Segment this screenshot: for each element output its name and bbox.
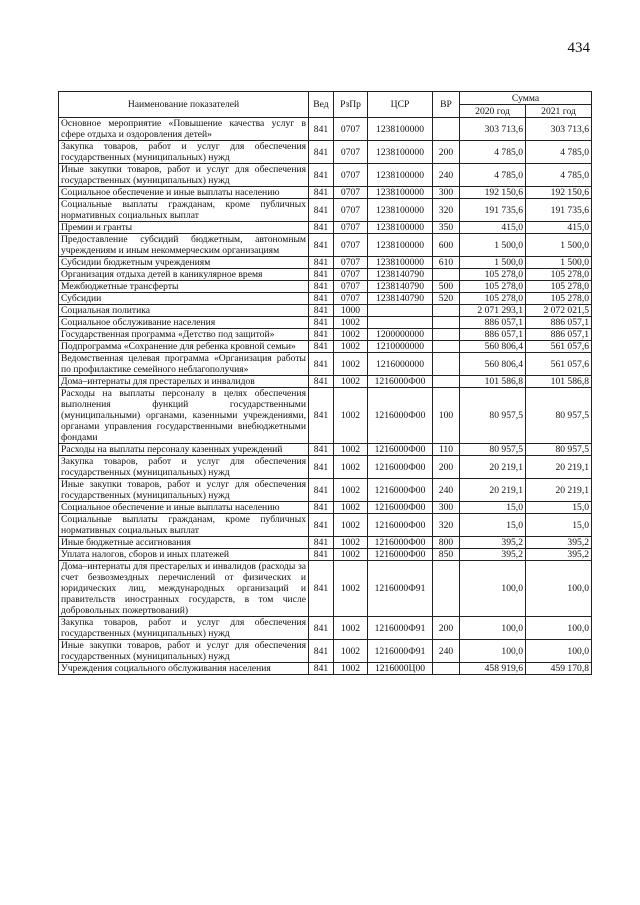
cell-name: Премии и гранты [59, 222, 309, 234]
cell-2020: 105 278,0 [460, 281, 526, 293]
cell-2021: 561 057,6 [526, 341, 592, 353]
cell-ved: 841 [309, 561, 334, 617]
cell-ved: 841 [309, 257, 334, 269]
cell-vr: 320 [433, 199, 460, 222]
cell-rzpr: 1002 [334, 479, 368, 502]
cell-csr: 1238100000 [368, 234, 433, 257]
table-row [59, 640, 592, 663]
cell-2020: 395,2 [460, 549, 526, 561]
cell-vr [433, 353, 460, 376]
cell-ved: 841 [309, 187, 334, 199]
cell-2021: 1 500,0 [526, 257, 592, 269]
cell-2020: 15,0 [460, 502, 526, 514]
cell-ved: 841 [309, 617, 334, 640]
cell-2021: 459 170,8 [526, 663, 592, 675]
cell-ved: 841 [309, 199, 334, 222]
table-row [59, 353, 592, 376]
table-row [59, 141, 592, 164]
cell-rzpr: 1002 [334, 456, 368, 479]
cell-rzpr: 1002 [334, 561, 368, 617]
cell-2021: 15,0 [526, 502, 592, 514]
cell-csr: 1216000Ц00 [368, 663, 433, 675]
col-header-sum: Сумма [460, 92, 592, 105]
cell-csr: 1216000Ф91 [368, 640, 433, 663]
cell-2020: 458 919,6 [460, 663, 526, 675]
cell-ved: 841 [309, 305, 334, 317]
cell-name: Государственная программа «Детство под защитой» [59, 329, 309, 341]
cell-name: Субсидии бюджетным учреждениям [59, 257, 309, 269]
table-row [59, 444, 592, 456]
cell-ved: 841 [309, 502, 334, 514]
table-row [59, 281, 592, 293]
cell-name: Иные закупки товаров, работ и услуг для обеспечения государственных (муниципальных) нужд [59, 640, 309, 663]
cell-csr: 1216000Ф00 [368, 514, 433, 537]
table-row [59, 376, 592, 388]
cell-vr [433, 317, 460, 329]
cell-csr: 1216000Ф91 [368, 617, 433, 640]
cell-csr: 1238100000 [368, 141, 433, 164]
table-row [59, 164, 592, 187]
table-row [59, 502, 592, 514]
cell-2020: 1 500,0 [460, 257, 526, 269]
cell-vr [433, 305, 460, 317]
cell-name: Социальное обслуживание населения [59, 317, 309, 329]
table-row [59, 329, 592, 341]
cell-vr [433, 329, 460, 341]
cell-2021: 886 057,1 [526, 317, 592, 329]
table-row [59, 317, 592, 329]
cell-name: Межбюджетные трансферты [59, 281, 309, 293]
cell-vr: 850 [433, 549, 460, 561]
table-row [59, 549, 592, 561]
cell-csr: 1216000Ф00 [368, 549, 433, 561]
cell-ved: 841 [309, 118, 334, 141]
cell-ved: 841 [309, 141, 334, 164]
cell-rzpr: 1002 [334, 317, 368, 329]
cell-ved: 841 [309, 269, 334, 281]
table-row [59, 617, 592, 640]
cell-2020: 100,0 [460, 640, 526, 663]
cell-ved: 841 [309, 222, 334, 234]
cell-2021: 15,0 [526, 514, 592, 537]
cell-2021: 20 219,1 [526, 456, 592, 479]
cell-vr: 200 [433, 141, 460, 164]
cell-2020: 886 057,1 [460, 329, 526, 341]
cell-name: Закупка товаров, работ и услуг для обеспечения государственных (муниципальных) нужд [59, 456, 309, 479]
cell-2020: 415,0 [460, 222, 526, 234]
cell-2021: 561 057,6 [526, 353, 592, 376]
cell-rzpr: 1002 [334, 640, 368, 663]
cell-ved: 841 [309, 444, 334, 456]
cell-vr [433, 376, 460, 388]
cell-ved: 841 [309, 514, 334, 537]
cell-rzpr: 1002 [334, 514, 368, 537]
cell-ved: 841 [309, 376, 334, 388]
cell-vr: 600 [433, 234, 460, 257]
cell-csr: 1216000Ф00 [368, 376, 433, 388]
cell-ved: 841 [309, 479, 334, 502]
cell-rzpr: 1002 [334, 663, 368, 675]
cell-2020: 2 071 293,1 [460, 305, 526, 317]
cell-rzpr: 0707 [334, 269, 368, 281]
cell-csr: 1216000Ф00 [368, 479, 433, 502]
cell-rzpr: 1002 [334, 353, 368, 376]
cell-rzpr: 0707 [334, 281, 368, 293]
cell-vr: 100 [433, 388, 460, 444]
cell-name: Социальные выплаты гражданам, кроме публичных нормативных социальных выплат [59, 199, 309, 222]
table-row [59, 257, 592, 269]
col-header-ved: Вед [309, 92, 334, 118]
table-row [59, 305, 592, 317]
cell-2021: 415,0 [526, 222, 592, 234]
cell-2020: 20 219,1 [460, 456, 526, 479]
cell-rzpr: 1002 [334, 502, 368, 514]
cell-2020: 191 735,6 [460, 199, 526, 222]
table-row [59, 479, 592, 502]
cell-csr: 1238100000 [368, 118, 433, 141]
cell-name: Дома–интернаты для престарелых и инвалидов (расходы за счет безвозмездных перечислений от физических и юридических лиц, международных организаций и правительств иностранных государств, в том числе добровольных пожертвований) [59, 561, 309, 617]
cell-vr: 350 [433, 222, 460, 234]
cell-2020: 192 150,6 [460, 187, 526, 199]
cell-ved: 841 [309, 281, 334, 293]
cell-rzpr: 0707 [334, 199, 368, 222]
cell-csr: 1210000000 [368, 341, 433, 353]
cell-csr [368, 317, 433, 329]
cell-2020: 1 500,0 [460, 234, 526, 257]
cell-2021: 100,0 [526, 561, 592, 617]
cell-csr: 1238100000 [368, 222, 433, 234]
cell-name: Социальное обеспечение и иные выплаты населению [59, 187, 309, 199]
cell-2020: 303 713,6 [460, 118, 526, 141]
cell-rzpr: 0707 [334, 187, 368, 199]
cell-name: Предоставление субсидий бюджетным, автономным учреждениям и иным некоммерческим организациям [59, 234, 309, 257]
cell-vr [433, 341, 460, 353]
cell-2021: 100,0 [526, 640, 592, 663]
cell-2021: 192 150,6 [526, 187, 592, 199]
table-row [59, 663, 592, 675]
cell-csr: 1238100000 [368, 199, 433, 222]
cell-vr: 240 [433, 164, 460, 187]
table-row [59, 341, 592, 353]
cell-name: Дома–интернаты для престарелых и инвалидов [59, 376, 309, 388]
cell-rzpr: 0707 [334, 234, 368, 257]
budget-table [58, 91, 592, 675]
cell-vr: 500 [433, 281, 460, 293]
cell-vr: 240 [433, 640, 460, 663]
cell-2020: 80 957,5 [460, 388, 526, 444]
cell-2020: 20 219,1 [460, 479, 526, 502]
cell-csr: 1238140790 [368, 293, 433, 305]
cell-rzpr: 1002 [334, 549, 368, 561]
cell-rzpr: 1002 [334, 444, 368, 456]
cell-2021: 303 713,6 [526, 118, 592, 141]
cell-name: Иные закупки товаров, работ и услуг для обеспечения государственных (муниципальных) нужд [59, 479, 309, 502]
cell-vr: 240 [433, 479, 460, 502]
cell-name: Закупка товаров, работ и услуг для обеспечения государственных (муниципальных) нужд [59, 141, 309, 164]
cell-rzpr: 1000 [334, 305, 368, 317]
cell-vr: 610 [433, 257, 460, 269]
cell-csr: 1216000000 [368, 353, 433, 376]
cell-ved: 841 [309, 164, 334, 187]
cell-name: Основное мероприятие «Повышение качества услуг в сфере отдыха и оздоровления детей» [59, 118, 309, 141]
cell-csr: 1238140790 [368, 281, 433, 293]
cell-2020: 100,0 [460, 617, 526, 640]
cell-vr: 300 [433, 187, 460, 199]
cell-name: Закупка товаров, работ и услуг для обеспечения государственных (муниципальных) нужд [59, 617, 309, 640]
cell-2020: 4 785,0 [460, 141, 526, 164]
cell-2021: 105 278,0 [526, 293, 592, 305]
cell-vr: 200 [433, 456, 460, 479]
page-number: 434 [567, 40, 590, 56]
cell-2021: 105 278,0 [526, 281, 592, 293]
cell-2021: 1 500,0 [526, 234, 592, 257]
cell-csr: 1238100000 [368, 257, 433, 269]
table-row [59, 222, 592, 234]
table-row [59, 561, 592, 617]
col-header-2021: 2021 год [526, 105, 592, 118]
table-row [59, 199, 592, 222]
cell-rzpr: 0707 [334, 257, 368, 269]
cell-rzpr: 1002 [334, 329, 368, 341]
cell-csr [368, 305, 433, 317]
col-header-name: Наименование показателей [59, 92, 309, 118]
cell-vr: 200 [433, 617, 460, 640]
cell-2020: 105 278,0 [460, 269, 526, 281]
cell-vr [433, 663, 460, 675]
cell-csr: 1238100000 [368, 187, 433, 199]
cell-rzpr: 1002 [334, 617, 368, 640]
cell-2020: 886 057,1 [460, 317, 526, 329]
table-row [59, 456, 592, 479]
col-header-2020: 2020 год [460, 105, 526, 118]
cell-vr: 320 [433, 514, 460, 537]
cell-csr: 1216000Ф00 [368, 502, 433, 514]
cell-name: Расходы на выплаты персоналу казенных учреждений [59, 444, 309, 456]
cell-rzpr: 0707 [334, 293, 368, 305]
cell-2020: 105 278,0 [460, 293, 526, 305]
cell-name: Расходы на выплаты персоналу в целях обеспечения выполнения функций государственными (муниципальными) органами, казенными учреждениями, органами управления государственными внебюджетными фондами [59, 388, 309, 444]
cell-2021: 2 072 021,5 [526, 305, 592, 317]
cell-name: Иные бюджетные ассигнования [59, 537, 309, 549]
cell-ved: 841 [309, 234, 334, 257]
table-row [59, 537, 592, 549]
cell-rzpr: 1002 [334, 376, 368, 388]
cell-2021: 100,0 [526, 617, 592, 640]
table-row [59, 269, 592, 281]
col-header-csr: ЦСР [368, 92, 433, 118]
col-header-rzpr: РзПр [334, 92, 368, 118]
cell-name: Ведомственная целевая программа «Организация работы по профилактике семейного неблагополучия» [59, 353, 309, 376]
table-row [59, 118, 592, 141]
cell-ved: 841 [309, 663, 334, 675]
cell-vr: 300 [433, 502, 460, 514]
cell-vr [433, 269, 460, 281]
cell-rzpr: 1002 [334, 388, 368, 444]
cell-ved: 841 [309, 353, 334, 376]
cell-csr: 1216000Ф00 [368, 537, 433, 549]
cell-rzpr: 0707 [334, 164, 368, 187]
table-body [59, 118, 592, 675]
cell-name: Подпрограмма «Сохранение для ребенка кровной семьи» [59, 341, 309, 353]
cell-csr: 1216000Ф91 [368, 561, 433, 617]
cell-csr: 1216000Ф00 [368, 444, 433, 456]
cell-ved: 841 [309, 293, 334, 305]
cell-name: Социальные выплаты гражданам, кроме публичных нормативных социальных выплат [59, 514, 309, 537]
cell-name: Социальная политика [59, 305, 309, 317]
cell-2020: 15,0 [460, 514, 526, 537]
table-row [59, 293, 592, 305]
cell-vr [433, 118, 460, 141]
cell-2021: 80 957,5 [526, 388, 592, 444]
cell-name: Учреждения социального обслуживания населения [59, 663, 309, 675]
cell-2021: 395,2 [526, 537, 592, 549]
cell-ved: 841 [309, 456, 334, 479]
table-row [59, 234, 592, 257]
table-row [59, 187, 592, 199]
cell-2021: 105 278,0 [526, 269, 592, 281]
cell-name: Иные закупки товаров, работ и услуг для обеспечения государственных (муниципальных) нужд [59, 164, 309, 187]
cell-2021: 20 219,1 [526, 479, 592, 502]
cell-csr: 1238140790 [368, 269, 433, 281]
cell-name: Уплата налогов, сборов и иных платежей [59, 549, 309, 561]
cell-ved: 841 [309, 341, 334, 353]
cell-2021: 191 735,6 [526, 199, 592, 222]
cell-rzpr: 0707 [334, 141, 368, 164]
cell-name: Организация отдыха детей в каникулярное время [59, 269, 309, 281]
cell-2020: 100,0 [460, 561, 526, 617]
cell-rzpr: 1002 [334, 341, 368, 353]
cell-rzpr: 0707 [334, 118, 368, 141]
cell-rzpr: 1002 [334, 537, 368, 549]
cell-2021: 101 586,8 [526, 376, 592, 388]
cell-vr: 800 [433, 537, 460, 549]
cell-2021: 395,2 [526, 549, 592, 561]
cell-2021: 4 785,0 [526, 141, 592, 164]
cell-2020: 560 806,4 [460, 341, 526, 353]
table-row [59, 388, 592, 444]
cell-ved: 841 [309, 640, 334, 663]
cell-csr: 1216000Ф00 [368, 388, 433, 444]
cell-2020: 395,2 [460, 537, 526, 549]
cell-2020: 560 806,4 [460, 353, 526, 376]
cell-2020: 80 957,5 [460, 444, 526, 456]
cell-ved: 841 [309, 388, 334, 444]
cell-ved: 841 [309, 549, 334, 561]
cell-2021: 80 957,5 [526, 444, 592, 456]
cell-vr: 110 [433, 444, 460, 456]
cell-2021: 4 785,0 [526, 164, 592, 187]
cell-2020: 101 586,8 [460, 376, 526, 388]
cell-ved: 841 [309, 537, 334, 549]
table-row [59, 514, 592, 537]
cell-2020: 4 785,0 [460, 164, 526, 187]
cell-rzpr: 0707 [334, 222, 368, 234]
cell-csr: 1238100000 [368, 164, 433, 187]
col-header-vr: ВР [433, 92, 460, 118]
cell-2021: 886 057,1 [526, 329, 592, 341]
cell-ved: 841 [309, 317, 334, 329]
cell-name: Субсидии [59, 293, 309, 305]
cell-csr: 1216000Ф00 [368, 456, 433, 479]
cell-csr: 1200000000 [368, 329, 433, 341]
cell-ved: 841 [309, 329, 334, 341]
cell-vr: 520 [433, 293, 460, 305]
cell-vr [433, 561, 460, 617]
cell-name: Социальное обеспечение и иные выплаты населению [59, 502, 309, 514]
